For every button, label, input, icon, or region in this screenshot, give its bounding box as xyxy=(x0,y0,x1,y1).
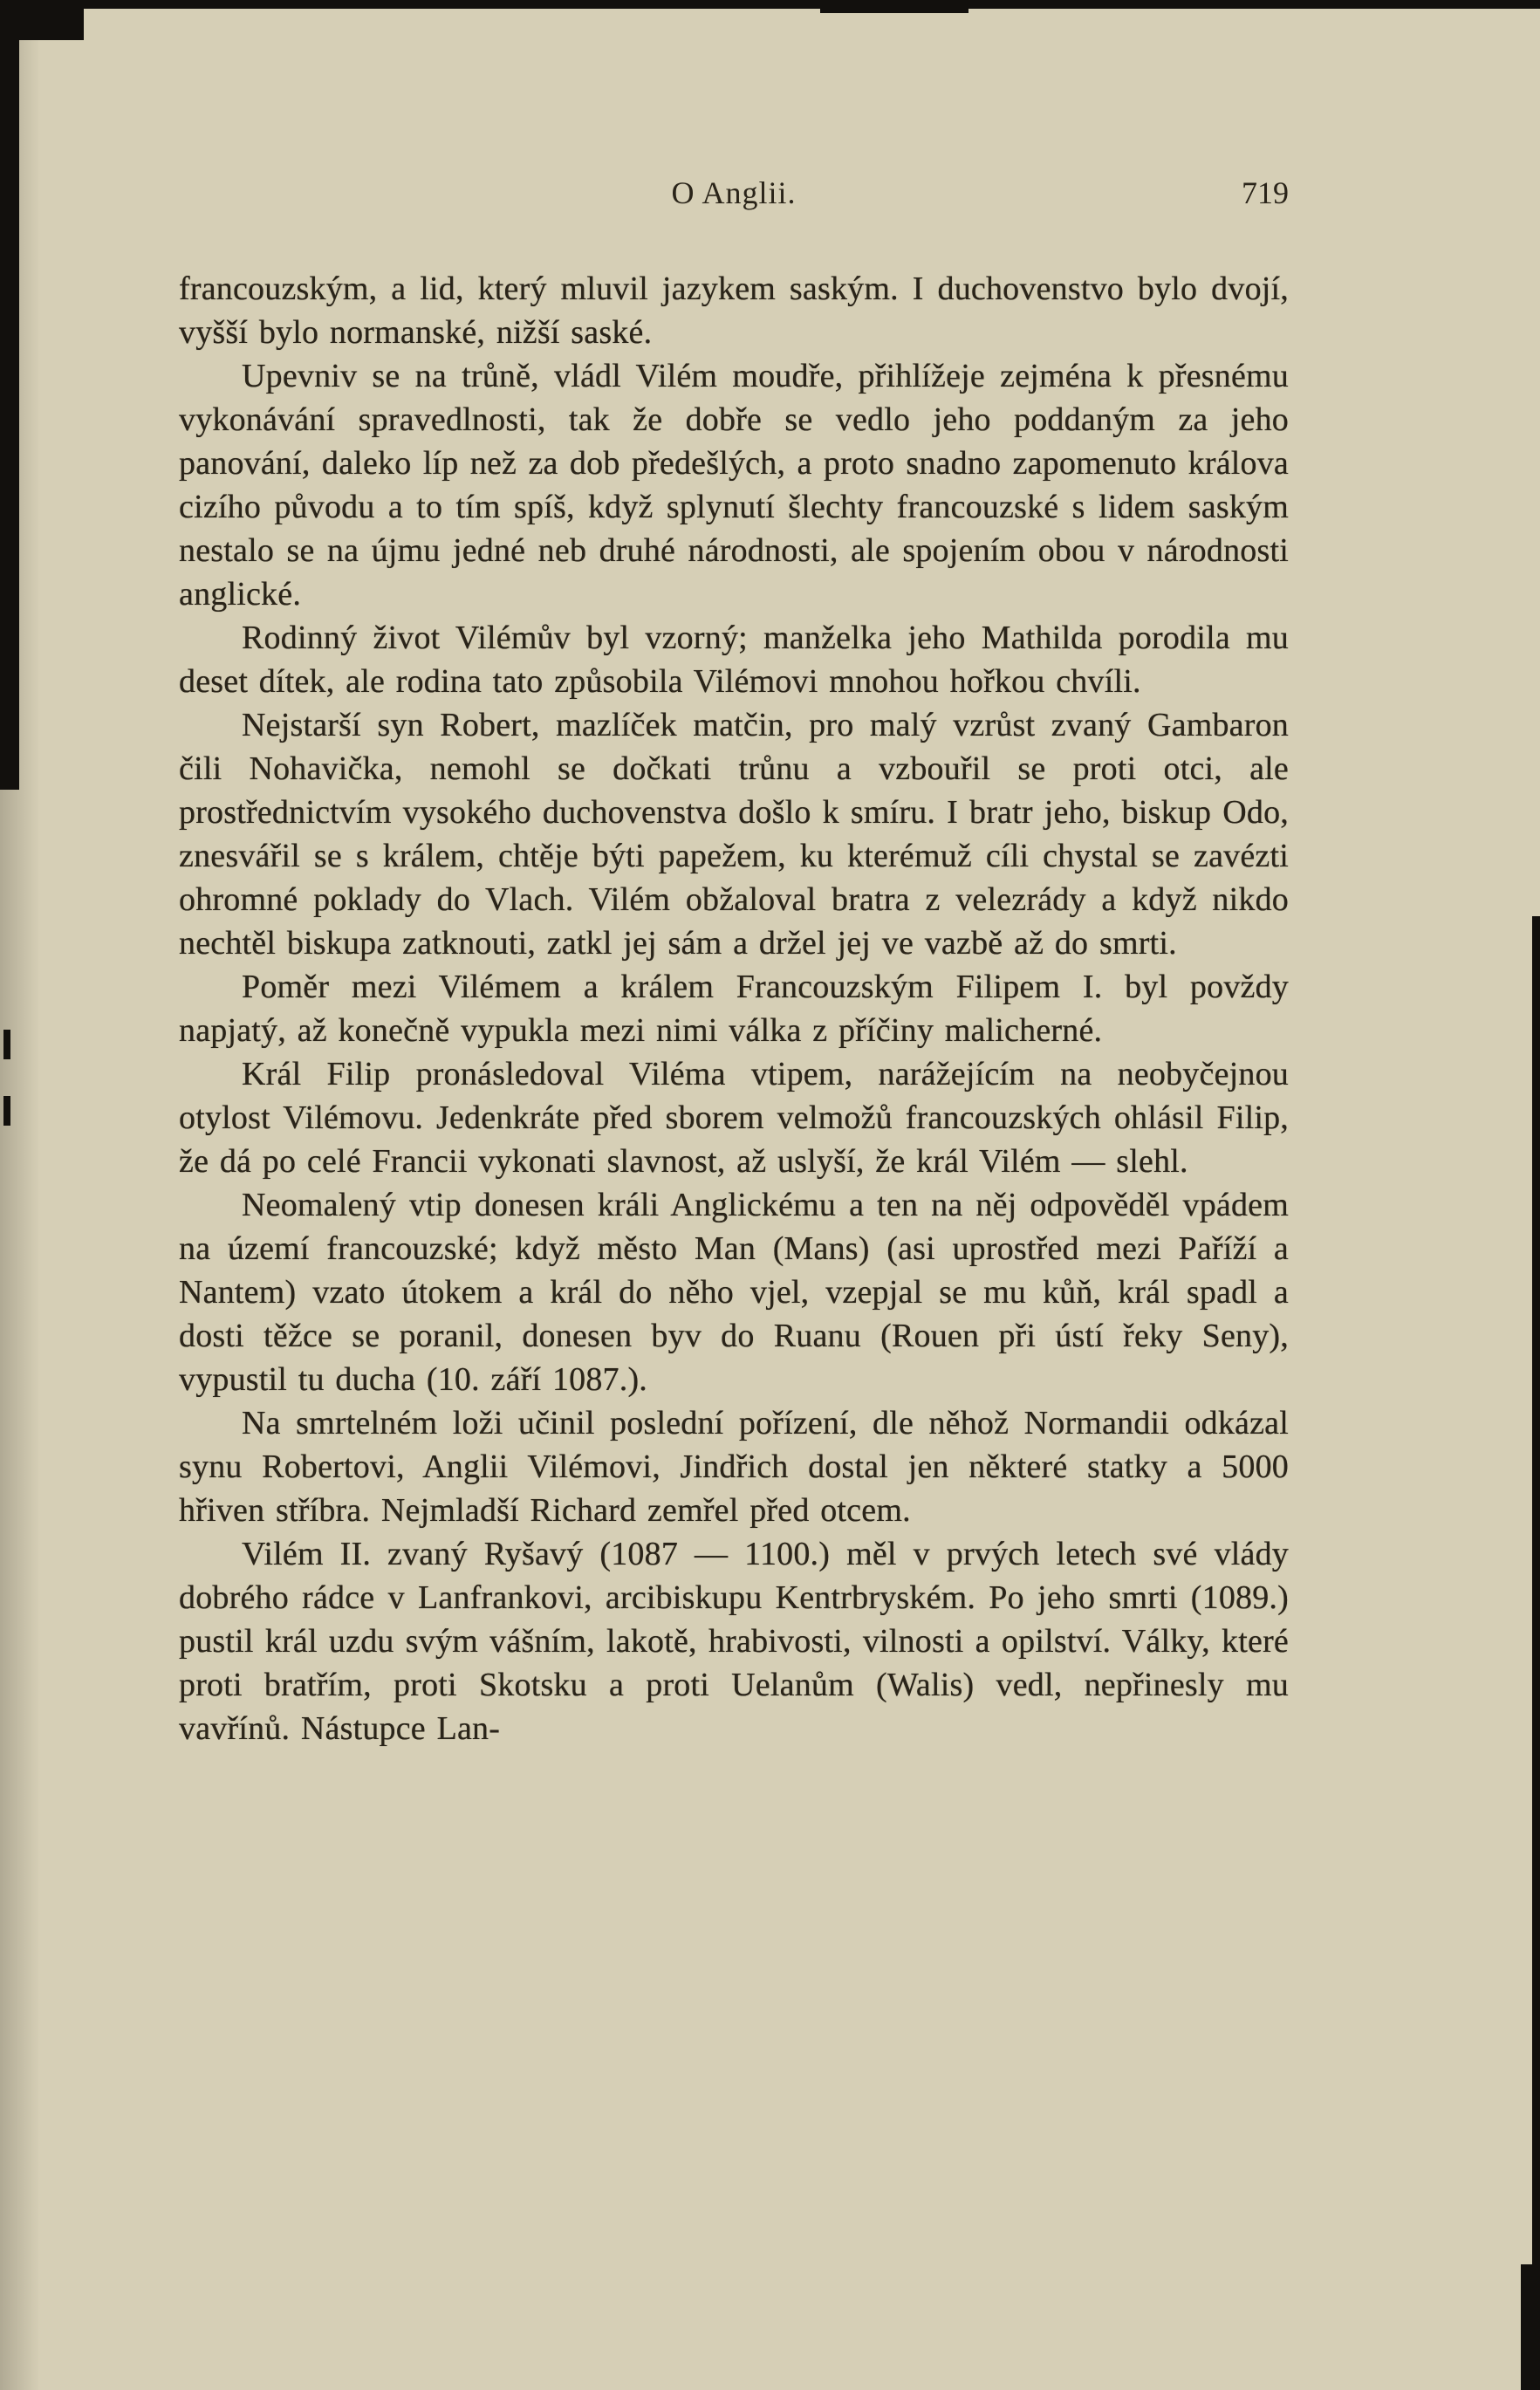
page-number: 719 xyxy=(1242,175,1289,210)
paragraph: Upevniv se na trůně, vládl Vilém moudře, přihlížeje zejména k přesnému vykonávání spravedlnosti, tak že dobře se vedlo jeho poddaným za jeho panování, daleko líp než za dob předešlých, a proto snadno zapomenuto králova cizího původu a to tím spíš, když splynutí šlechty francouzské s lidem saským nestalo se na újmu jedné neb druhé národnosti, ale spojením obou v národnosti anglické. xyxy=(179,358,1289,613)
paragraph: Král Filip pronásledoval Viléma vtipem, narážejícím na neobyčejnou otylost Vilémovu. Jedenkráte před sborem velmožů francouzských ohlásil Filip, že dá po celé Francii vykonati slavnost, až uslyší, že král Vilém — slehl. xyxy=(179,1056,1289,1180)
page-content xyxy=(179,171,1289,1750)
scan-edge-top xyxy=(0,0,1540,9)
paragraph: Neomalený vtip donesen králi Anglickému a ten na něj odpověděl vpádem na území francouzské; když město Man (Mans) (asi uprostřed mezi Paříží a Nantem) vzato útokem a král do něho vjel, vzepjal se mu kůň, král spadl a dosti těžce se poranil, donesen byv do Ruanu (Rouen při ústí řeky Seny), vypustil tu ducha (10. září 1087.). xyxy=(179,1187,1289,1398)
scan-mark-left-margin xyxy=(3,1096,10,1126)
paragraph: Poměr mezi Vilémem a králem Francouzským Filipem I. byl povždy napjatý, až konečně vypukla mezi nimi válka z příčiny malicherné. xyxy=(179,969,1289,1049)
paragraph: Rodinný život Vilémův byl vzorný; manželka jeho Mathilda porodila mu deset dítek, ale rodina tato způsobila Vilémovi mnohou hořkou chvíli. xyxy=(179,620,1289,700)
running-title: O Anglii. xyxy=(671,175,797,210)
paragraph: Nejstarší syn Robert, mazlíček matčin, pro malý vzrůst zvaný Gambaron čili Nohavička, nemohl se dočkati trůnu a vzbouřil se proti otci, ale prostřednictvím vysokého duchovenstva došlo k smíru. I bratr jeho, biskup Odo, znesvářil se s králem, chtěje býti papežem, ku kterémuž cíli chystal se zavézti ohromné poklady do Vlach. Vilém obžaloval bratra z velezrády a když nikdo nechtěl biskupa zatknouti, zatkl jej sám a držel jej ve vazbě až do smrti. xyxy=(179,707,1289,962)
paragraph: Vilém II. zvaný Ryšavý (1087 — 1100.) měl v prvých letech své vlády dobrého rádce v Lanfrankovi, arcibiskupu Kentrbryském. Po jeho smrti (1089.) pustil král uzdu svým vášním, lakotě, hrabivosti, vilnosti a opilství. Války, které proti bratřím, proti Skotsku a proti Uelanům (Walis) vedl, nepřinesly mu vavřínů. Nástupce Lan- xyxy=(179,1536,1289,1747)
paragraph: francouzským, a lid, který mluvil jazykem saským. I duchovenstvo bylo dvojí, vyšší bylo normanské, nižší saské. xyxy=(179,271,1289,351)
scan-mark-bottom-right xyxy=(1521,2264,1540,2390)
paragraph: Na smrtelném loži učinil poslední pořízení, dle něhož Normandii odkázal synu Robertovi, Anglii Vilémovi, Jindřich dostal jen některé statky a 5000 hřiven stříbra. Nejmladší Richard zemřel před otcem. xyxy=(179,1405,1289,1529)
scan-edge-left xyxy=(0,0,19,790)
scan-mark-left-margin xyxy=(3,1030,10,1059)
scan-edge-right xyxy=(1532,916,1540,2390)
page-header xyxy=(179,171,1289,215)
scan-mark-top xyxy=(820,0,968,13)
body-text xyxy=(179,267,1289,1750)
